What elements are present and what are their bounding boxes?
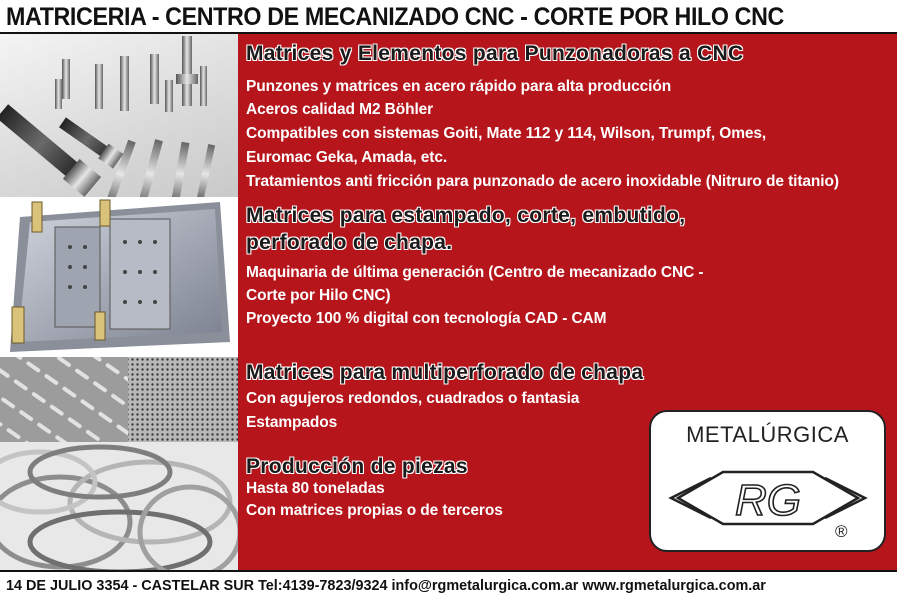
section-heading-multiperforado: Matrices para multiperforado de chapa <box>246 361 644 384</box>
section-line: Con matrices propias o de terceros <box>246 502 503 519</box>
section-line: Con agujeros redondos, cuadrados o fantasia <box>246 390 580 407</box>
section-line: Maquinaria de última generación (Centro de mecanizado CNC - <box>246 264 704 281</box>
header-banner <box>0 0 897 34</box>
punches-illustration <box>0 34 238 197</box>
section-line: Hasta 80 toneladas <box>246 480 385 497</box>
content-panel <box>238 34 897 570</box>
punches-photo <box>0 34 238 197</box>
logo-title: METALÚRGICA <box>686 422 849 447</box>
section-heading-punching: Matrices y Elementos para Punzonadoras a CNC <box>246 42 744 65</box>
page-title: MATRICERIA - CENTRO DE MECANIZADO CNC - CORTE POR HILO CNC <box>6 3 784 31</box>
registered-mark: ® <box>835 522 848 541</box>
logo-initials: RG <box>735 476 801 525</box>
stamping-die-photo <box>0 197 238 357</box>
section-heading-production: Producción de piezas <box>246 455 468 478</box>
section-line: Tratamientos anti fricción para punzonado de acero inoxidable (Nitruro de titanio) <box>246 173 839 190</box>
perforated-plates-illustration <box>0 357 238 442</box>
section-line: Proyecto 100 % digital con tecnología CAD - CAM <box>246 310 607 327</box>
metal-rings-photo <box>0 442 238 570</box>
company-logo <box>649 410 886 552</box>
section-line: Punzones y matrices en acero rápido para alta producción <box>246 78 672 95</box>
stamping-die-illustration <box>0 197 238 357</box>
contact-info: 14 DE JULIO 3354 - CASTELAR SUR Tel:4139-7823/9324 info@rgmetalurgica.com.ar www.rgmetalurgica.com.ar <box>6 577 766 594</box>
section-heading-stamping-cont: perforado de chapa. <box>246 231 453 254</box>
photo-column <box>0 34 238 570</box>
metal-rings-illustration <box>0 442 238 570</box>
section-heading-stamping: Matrices para estampado, corte, embutido, <box>246 204 686 227</box>
footer-contact <box>0 570 897 600</box>
section-line: Euromac Geka, Amada, etc. <box>246 149 448 166</box>
section-line: Compatibles con sistemas Goiti, Mate 112 y 114, Wilson, Trumpf, Omes, <box>246 125 767 142</box>
section-line: Corte por Hilo CNC) <box>246 287 391 304</box>
perforated-plates-photo <box>0 357 238 442</box>
section-line: Estampados <box>246 414 338 431</box>
section-line: Aceros calidad M2 Böhler <box>246 101 434 118</box>
